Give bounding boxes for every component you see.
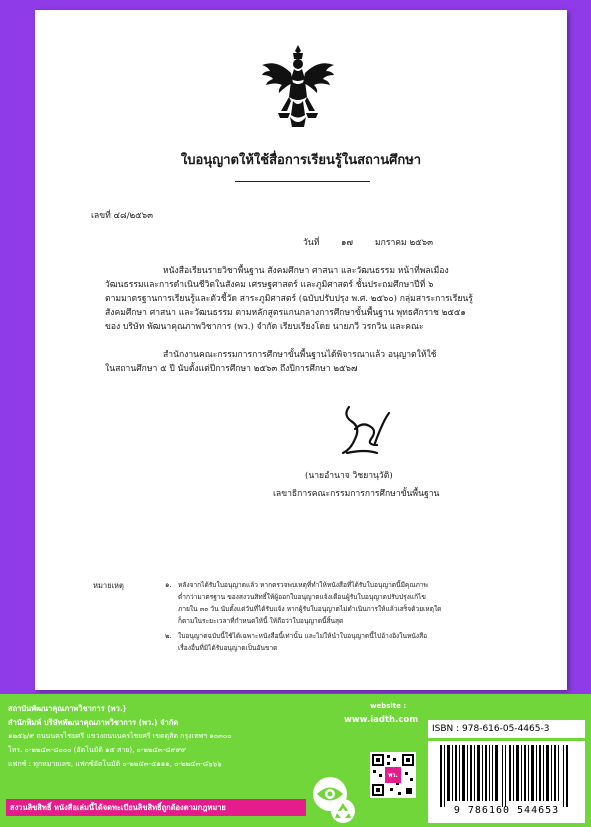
date-label: วันที่ [303, 238, 320, 248]
remarks-label: หมายเหตุ [93, 581, 124, 590]
document-number: เลขที่ ๔๘/๒๕๖๓ [91, 211, 154, 221]
remark-1-number: ๑. [165, 581, 172, 589]
body-paragraph-1-line: สังคมศึกษา ศาสนา และวัฒนธรรม ตามหลักสูตรแกนกลางการศึกษาขั้นพื้นฐาน พุทธศักราช ๒๕๕๑ [105, 308, 466, 318]
copyright-notice: สงวนลิขสิทธิ์ หนังสือเล่มนี้ได้จดทะเบียนลิขสิทธิ์ถูกต้องตามกฎหมาย [6, 799, 306, 816]
barcode-digits: 9 786160 544653 [453, 805, 560, 816]
license-document [35, 10, 567, 690]
body-paragraph-2-line: สำนักงานคณะกรรมการการศึกษาขั้นพื้นฐานได้พิจารณาแล้ว อนุญาตให้ใช้ [163, 350, 437, 360]
qr-badge-text: พว. [388, 772, 398, 779]
footer-fax: แฟกซ์ : ทุกหมายเลข, แฟกซ์อัตโนมัติ ๐-๒๒๔๓-๕๑๑๑, ๐-๒๒๔๓-๘๖๖๖ [8, 760, 222, 768]
publisher-footer [0, 694, 591, 827]
body-paragraph-1-line: ตามมาตรฐานการเรียนรู้และตัวชี้วัด สาระภูมิศาสตร์ (ฉบับปรับปรุง พ.ศ. ๒๕๖๐) กลุ่มสาระการเรียนรู้ [105, 294, 473, 304]
signer-title: เลขาธิการคณะกรรมการการศึกษาขั้นพื้นฐาน [273, 489, 440, 499]
date-month-year: มกราคม ๒๕๖๓ [375, 238, 433, 248]
remark-1-line: ต่ำกว่ามาตรฐาน ของสงวนสิทธิ์ให้ผู้ออกใบอนุญาตแจ้งเตือนผู้รับใบอนุญาตปรับปรุงแก้ไข [178, 593, 426, 601]
barcode [428, 741, 585, 823]
signer-name: (นายอำนาจ วิชยานุวัติ) [305, 471, 393, 481]
remark-2-line: ใบอนุญาตฉบับนี้ใช้ได้เฉพาะหนังสือนี้เท่านั้น และไม่ให้นำใบอนุญาตนี้ไปอ้างอิงในหนังสือ [178, 632, 428, 640]
isbn-label: ISBN : 978-616-05-4465-3 [428, 720, 585, 738]
website-link[interactable]: www.iadth.com [344, 715, 419, 725]
footer-address: ๑๒๕๖/๙ ถนนนครไชยศรี แขวงถนนนครไชยศรี เขตดุสิต กรุงเทพฯ ๑๐๓๐๐ [8, 732, 232, 740]
body-paragraph-1-line: หนังสือเรียนรายวิชาพื้นฐาน สังคมศึกษา ศาสนา และวัฒนธรรม หน้าที่พลเมือง [163, 266, 449, 276]
date-day: ๑๗ [341, 238, 353, 248]
remark-1-line: หลังจากได้รับใบอนุญาตแล้ว หากตรวจพบเหตุที่ทำให้หนังสือที่ได้รับใบอนุญาตนี้มีคุณภาพ [178, 581, 428, 589]
remark-1-line: ภายใน ๓๐ วัน นับตั้งแต่วันที่ได้รับแจ้ง หากผู้รับใบอนุญาตไม่ดำเนินการให้แล้วเสร็จด้วยเหตุใด [178, 605, 442, 613]
qr-code[interactable] [370, 752, 416, 798]
document-title: ใบอนุญาตให้ใช้สื่อการเรียนรู้ในสถานศึกษา [180, 153, 422, 168]
remark-2-line: เรื่องอื่นที่มิได้รับอนุญาตเป็นอันขาด [178, 644, 278, 652]
garuda-emblem-icon [260, 43, 336, 129]
body-paragraph-1-line: ของ บริษัท พัฒนาคุณภาพวิชาการ (พว.) จำกัด เรียบเรียงโดย นายภวี วรกวิน และคณะ [105, 322, 424, 332]
recycle-icon [330, 798, 356, 824]
footer-phone: โทร. ๐-๒๒๔๓-๘๐๐๐ (อัตโนมัติ ๑๕ สาย), ๐-๒๒๔๓-๘๙๙๙ [8, 746, 186, 754]
footer-publisher: สำนักพิมพ์ บริษัทพัฒนาคุณภาพวิชาการ (พว.) จำกัด [8, 718, 179, 727]
body-paragraph-2-line: ในสถานศึกษา ๕ ปี นับตั้งแต่ปีการศึกษา ๒๕๖๓ ถึงปีการศึกษา ๒๕๖๗ [105, 364, 358, 374]
title-underline [235, 181, 370, 182]
website-label: website : [370, 702, 407, 710]
footer-institute: สถาบันพัฒนาคุณภาพวิชาการ (พว.) [8, 704, 127, 713]
remark-1-line: ก็ตามในระยะเวลาที่กำหนดให้นี้ ให้ถือว่าใบอนุญาตนี้สิ้นสุด [178, 617, 344, 625]
signature [335, 403, 405, 461]
body-paragraph-1-line: วัฒนธรรมและการดำเนินชีวิตในสังคม เศรษฐศาสตร์ และภูมิศาสตร์ ชั้นประถมศึกษาปีที่ ๖ [105, 280, 434, 290]
remark-2-number: ๒. [165, 632, 172, 640]
